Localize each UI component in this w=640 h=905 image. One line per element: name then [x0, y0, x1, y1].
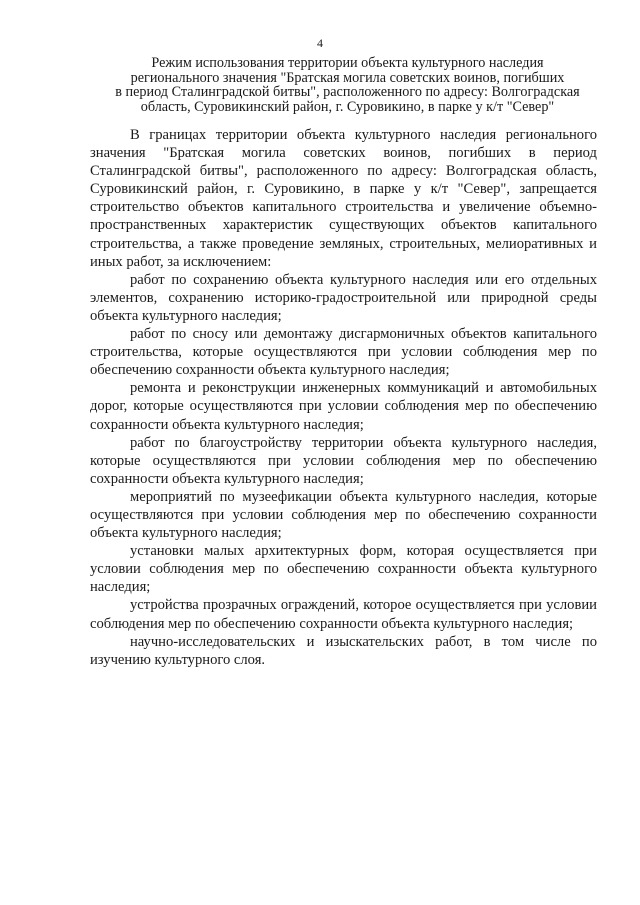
- document-body: [90, 126, 597, 669]
- intro-paragraph: В границах территории объекта культурного наследия регионального значения "Братская могила советских воинов, погибших в период Сталинградской битвы", расположенного по адресу: Волгоградская область, Суровикинский район, г. Суровикино, в парке у к/т "Север", запрещается строительство объектов капитального строительства и увеличение объемно-пространственных характеристик существующих объектов капитального строительства, а также проведение земляных, строительных, мелиоративных и иных работ, за исключением:: [90, 127, 597, 270]
- exception-item: мероприятий по музеефикации объекта культурного наследия, которые осуществляются при условии соблюдения мер по обеспечению сохранности объекта культурного наследия;: [90, 488, 597, 542]
- exception-item: работ по сносу или демонтажу дисгармоничных объектов капитального строительства, которые осуществляются при условии соблюдения мер по обеспечению сохранности объекта культурного наследия;: [90, 326, 597, 379]
- exception-item: установки малых архитектурных форм, которая осуществляется при условии соблюдения мер по обеспечению сохранности объекта культурного наследия;: [90, 543, 597, 596]
- title-line: в период Сталинградской битвы", расположенного по адресу: Волгоградская: [115, 84, 580, 100]
- exception-item: устройства прозрачных ограждений, которое осуществляется при условии соблюдения мер по обеспечению сохранности объекта культурного наследия;: [90, 597, 597, 632]
- exception-item: работ по сохранению объекта культурного наследия или его отдельных элементов, сохранению историко-градостроительной или природной среды объекта культурного наследия;: [90, 271, 597, 324]
- title-line: область, Суровикинский район, г. Суровикино, в парке у к/т "Север": [140, 98, 555, 115]
- page-number: 4: [317, 36, 323, 50]
- document-title: [95, 56, 600, 114]
- exception-item: работ по благоустройству территории объекта культурного наследия, которые осуществляются при условии соблюдения мер по обеспечению сохранности объекта культурного наследия;: [90, 434, 597, 487]
- exception-item: ремонта и реконструкции инженерных коммуникаций и автомобильных дорог, которые осуществляются при условии соблюдения мер по обеспечению сохранности объекта культурного наследия;: [90, 380, 597, 433]
- title-line: регионального значения "Братская могила советских воинов, погибших: [130, 69, 565, 86]
- exception-item: научно-исследовательских и изыскательских работ, в том числе по изучению культурного слоя.: [90, 633, 597, 668]
- title-line: Режим использования территории объекта культурного наследия: [151, 55, 544, 71]
